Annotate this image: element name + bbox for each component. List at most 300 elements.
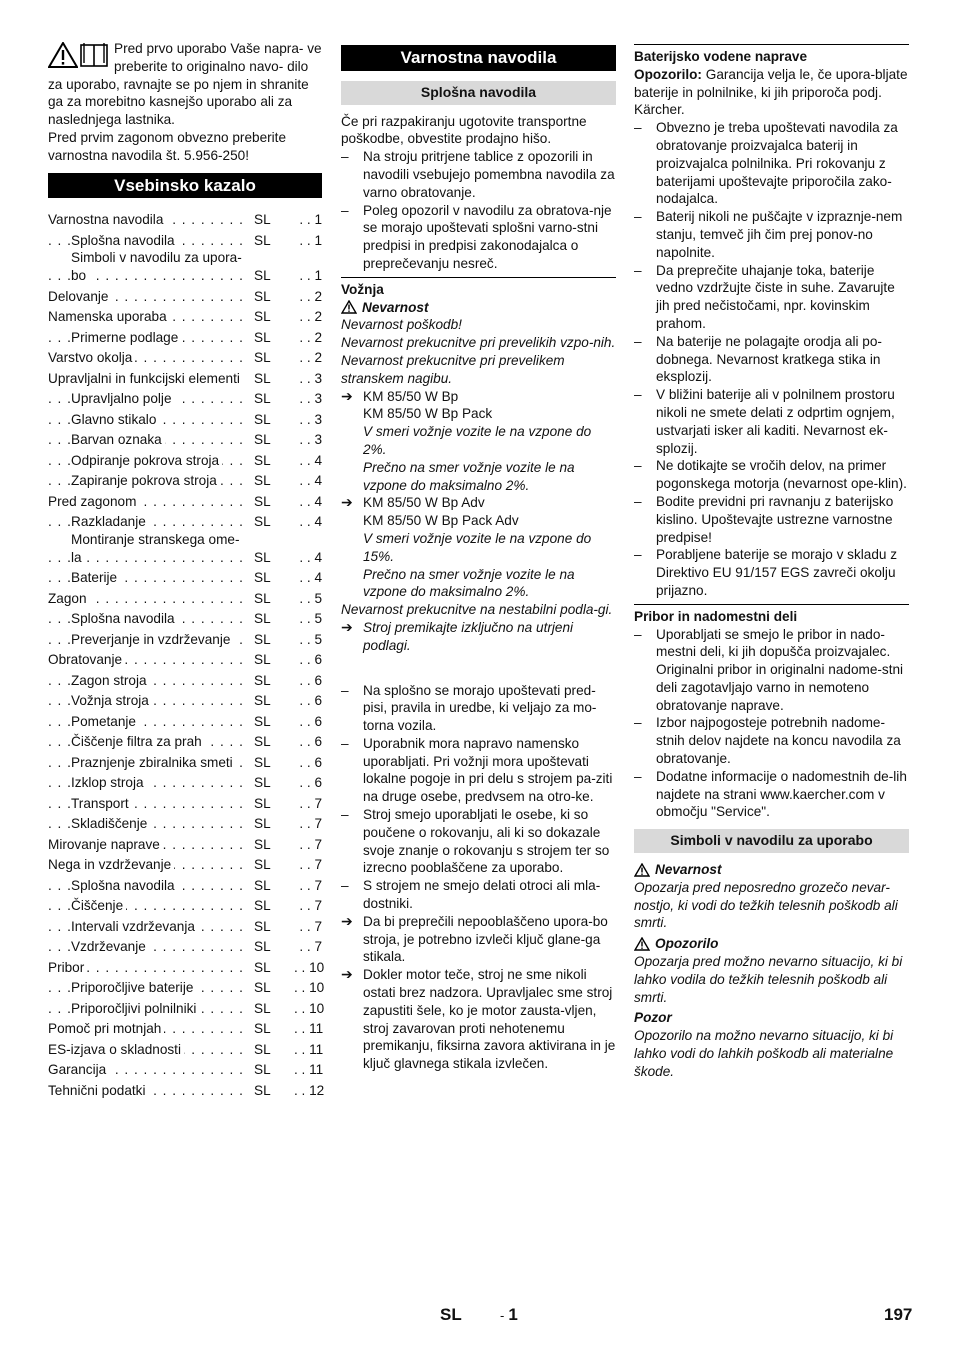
list-item-text: Na baterije ne polagajte orodja ali po-dobnega. Nevarnost kratkega stika in eksplozij. <box>656 333 882 385</box>
general-heading: Splošna navodila <box>341 81 616 105</box>
toc-entry-title <box>48 836 248 854</box>
toc-entry-language: SL <box>254 1062 271 1078</box>
toc-entry <box>48 956 325 977</box>
toc-entry-title <box>48 349 248 367</box>
dash-bullet: – <box>634 715 642 731</box>
divider <box>341 277 616 278</box>
toc-entry-text: Priporočljive baterije <box>71 980 196 995</box>
toc-entry <box>48 449 322 470</box>
toc-entry-title <box>48 815 248 833</box>
toc-entry-text: Zagon <box>48 591 90 606</box>
toc-entry-language: SL <box>254 411 271 427</box>
toc-entry-language: SL <box>254 1000 271 1016</box>
toc-entry-text: Varstvo okolja <box>48 350 135 365</box>
dash-bullet: – <box>634 333 642 349</box>
toc-entry-title <box>48 308 248 326</box>
toc-entry-title <box>48 651 248 669</box>
list-item-text: Porabljene baterije se morajo v skladu z Direktivo EU 91/157 EGS zavreči okolju prijazno. <box>656 547 898 598</box>
toc-entry-language: SL <box>254 514 271 530</box>
toc-entry-text: Priporočljivi polnilniki <box>71 1001 199 1016</box>
intro-icons <box>48 42 108 68</box>
toc-entry-title <box>48 569 248 587</box>
toc-entry-page: . . 4 <box>294 549 322 567</box>
toc-entry-text: Pomoč pri motnjah <box>48 1021 164 1036</box>
toc-entry <box>48 531 322 567</box>
toc-entry-title <box>48 713 248 731</box>
model-name: KM 85/50 W Bp Pack <box>363 406 493 422</box>
dash-bullet: – <box>634 768 642 784</box>
arrow-icon: ➔ <box>341 966 353 983</box>
toc-entry <box>48 305 322 326</box>
dash-bullet: – <box>634 387 642 403</box>
toc-entry-page: . . 6 <box>294 672 322 690</box>
toc-entry-title <box>48 692 248 710</box>
driving-danger-line: Nevarnost prekucnitve pri prevelikih vzpo-nih. <box>341 335 616 351</box>
warning-triangle-icon <box>48 42 78 68</box>
footer-page-number: 197 <box>884 1305 913 1324</box>
toc-entry <box>48 813 322 834</box>
toc-entry-page: . . 11 <box>294 1020 323 1038</box>
motor-instruction: ➔ Dokler motor teče, stroj ne sme nikoli ostati brez nadzora. Upravljalec sme stroj zapustiti šele, ko je motor zausta-vljen, stroj zavarovan proti nehotenemu premikanju, fiksirna zavora aktivirana in je ključ glavnega stikala izvlečen. <box>341 966 616 1072</box>
driving-heading: Vožnja <box>341 281 384 297</box>
toc-entry-language: SL <box>254 268 271 284</box>
toc-entry-text: Nega in vzdrževanje <box>48 857 174 872</box>
toc-entry-text: Odpiranje pokrova stroja <box>71 453 222 468</box>
list-item <box>341 148 616 201</box>
dash-bullet: – <box>341 878 349 894</box>
toc-entry-language: SL <box>254 549 271 565</box>
toc-entry-language: SL <box>254 493 271 509</box>
toc-entry-title <box>48 754 248 772</box>
toc-entry-text: Garancija <box>48 1062 109 1077</box>
list-item-text: Uporabnik mora napravo namensko uporabljati. Pri vožnji mora upoštevati lokalne pogoje in pri delu s strojem pa-ziti na druge osebe, predvsem na otro-ke. <box>363 735 613 805</box>
toc-entry-language: SL <box>254 898 271 914</box>
toc-entry <box>48 710 322 731</box>
model-limit: V smeri vožnje vozite le na vzpone do 15%. <box>363 530 592 564</box>
toc-entry-title <box>48 329 248 347</box>
list-item <box>634 262 909 333</box>
toc-entry <box>48 915 322 936</box>
toc-entry-language: SL <box>254 1021 271 1037</box>
toc-entry-page: . . 3 <box>294 390 322 408</box>
arrow-icon: ➔ <box>341 618 353 635</box>
toc-entry-title <box>48 531 248 567</box>
toc-entry-language: SL <box>254 288 271 304</box>
battery-list <box>634 119 909 600</box>
footer-language: SL <box>440 1305 462 1324</box>
key-instruction: ➔ Da bi preprečili nepooblaščeno upora-bo stroja, je potrebno izvleči ključ glane-ga stikala. <box>341 912 608 965</box>
driving-danger-label: Nevarnost <box>341 299 616 317</box>
toc-entry-page: . . 2 <box>294 329 322 347</box>
safety-heading: Varnostna navodila <box>341 45 616 71</box>
toc-entry-page: . . 1 <box>294 211 322 229</box>
toc-entry-text: Čiščenje <box>71 898 126 913</box>
toc-entry-language: SL <box>254 473 271 489</box>
toc-entry-title <box>48 288 248 306</box>
toc-entry <box>48 387 322 408</box>
dash-bullet: – <box>634 209 642 225</box>
column-right <box>634 40 909 1081</box>
list-item-text: Izbor najpogosteje potrebnih nadome-stnih delov najdete na koncu navodila za obratovanje. <box>656 715 901 767</box>
model-group-2 <box>341 494 616 601</box>
toc-entry-page: . . 5 <box>294 610 322 628</box>
toc-entry <box>48 490 322 511</box>
toc-entry-page: . . 6 <box>294 651 322 669</box>
toc-entry-language: SL <box>254 590 271 606</box>
toc-entry-title <box>48 856 248 874</box>
dash-bullet: – <box>634 626 642 642</box>
toc-entry-page: . . 4 <box>294 472 322 490</box>
toc-entry-page: . . 6 <box>294 774 322 792</box>
toc-entry-language: SL <box>254 212 271 228</box>
toc-entry-text: Intervali vzdrževanja <box>71 919 198 934</box>
toc-entry-page: . . 5 <box>294 590 322 608</box>
toc-entry-text: Baterije <box>71 570 120 585</box>
toc-entry <box>48 997 325 1018</box>
toc-entry-page: . . 7 <box>294 856 322 874</box>
toc-entry-text: Pometanje <box>71 714 139 729</box>
toc-entry-language: SL <box>254 452 271 468</box>
list-item <box>341 735 616 806</box>
toc-entry-text: Praznjenje zbiralnika smeti <box>71 755 236 770</box>
toc-entry-title <box>48 631 248 649</box>
list-item <box>634 119 909 208</box>
toc-entry-text: Transport <box>71 796 132 811</box>
symbols-caution-text: Opozorilo na možno nevarno situacijo, ki bi lahko vodi do lahkih poškodb ali materialne škode. <box>634 1028 894 1079</box>
toc-entry <box>48 1018 322 1039</box>
toc-entry-title <box>48 733 248 751</box>
list-item-text: Baterij nikoli ne puščajte v izpraznje-nem stanju, temveč jih čim prej ponov-no napolnite. <box>656 209 903 260</box>
toc-entry-title <box>48 610 248 628</box>
toc-entry-language: SL <box>254 816 271 832</box>
driving-danger-lines <box>341 316 616 387</box>
toc-entry-page: . . 10 <box>294 1000 324 1018</box>
toc-entry <box>48 649 322 670</box>
accessories-list <box>634 626 909 822</box>
toc-entry-language: SL <box>254 713 271 729</box>
toc-entry <box>48 833 322 854</box>
toc-entry <box>48 731 322 752</box>
dash-bullet: – <box>341 682 349 698</box>
toc-entry-title <box>48 795 248 813</box>
toc-entry-text: Splošna navodila <box>71 878 178 893</box>
toc-entry-language: SL <box>254 370 271 386</box>
toc-entry-page: . . 7 <box>294 815 322 833</box>
toc-entry-text: Izklop stroja <box>71 775 147 790</box>
toc-entry-page: . . 2 <box>294 308 322 326</box>
toc-entry-text: Razkladanje <box>71 514 149 529</box>
toc-entry-page: . . 3 <box>294 431 322 449</box>
toc-entry-text: Barvan oznaka <box>71 432 165 447</box>
toc-entry-text: Mirovanje naprave <box>48 837 163 852</box>
manual-book-icon <box>80 42 108 68</box>
toc-entry-title <box>48 672 248 690</box>
toc-entry-text: Zapiranje pokrova stroja <box>71 473 220 488</box>
toc-entry-page: . . 7 <box>294 897 322 915</box>
toc-entry-text: Splošna navodila <box>71 611 178 626</box>
dash-bullet: – <box>634 120 642 136</box>
list-item-text: S strojem ne smejo delati otroci ali mla-dostniki. <box>363 878 601 912</box>
list-item <box>634 208 909 261</box>
divider <box>634 44 909 45</box>
driving-danger-line: Nevarnost poškodb! <box>341 317 462 333</box>
toc-entry-title <box>48 390 248 408</box>
list-item-text: Bodite previdni pri ravnanju z baterijsko kislino. Upoštevajte ustrezne varnostne predpise! <box>656 493 894 545</box>
unstable-ground-warning: Nevarnost prekucnitve na nestabilni podla-gi. <box>341 602 613 618</box>
toc-entry <box>48 608 322 629</box>
toc-entry <box>48 936 322 957</box>
toc-entry-title <box>48 513 248 531</box>
list-item <box>341 682 616 735</box>
list-item <box>634 546 909 599</box>
toc-entry-title <box>48 1061 248 1079</box>
toc-entry-title <box>48 1041 248 1059</box>
dash-bullet: – <box>634 262 642 278</box>
toc-entry <box>48 874 322 895</box>
toc-entry-language: SL <box>254 672 271 688</box>
toc-entry <box>48 408 322 429</box>
toc-entry-language: SL <box>254 1041 271 1057</box>
toc-entry-title <box>48 938 248 956</box>
table-of-contents <box>48 208 325 1099</box>
toc-entry <box>48 792 322 813</box>
toc-entry-title <box>48 493 248 511</box>
toc-heading: Vsebinsko kazalo <box>48 173 322 199</box>
symbols-caution-label: Pozor <box>634 1010 672 1026</box>
dash-bullet: – <box>634 458 642 474</box>
toc-entry <box>48 895 322 916</box>
dash-bullet: – <box>341 202 349 218</box>
warning-triangle-icon <box>634 937 650 951</box>
toc-entry-title <box>48 431 248 449</box>
symbols-warning-label: Opozorilo <box>634 935 909 953</box>
toc-entry-language: SL <box>254 391 271 407</box>
toc-entry-text: Vzdrževanje <box>71 939 149 954</box>
column-left <box>48 40 325 1100</box>
toc-entry-title <box>48 979 248 997</box>
model-limit: Prečno na smer vožnje vozite le na vzpone do maksimalno 2%. <box>363 566 575 600</box>
toc-entry-title <box>48 452 248 470</box>
toc-entry-title <box>48 590 248 608</box>
list-item-text: Uporabljati se smejo le pribor in nado-mestni deli, ki jih dopušča proizvajalec. Originalni pribor in originalni nadome-stni deli zagotavljajo varno in nemoteno obratovanje naprave. <box>656 626 904 713</box>
toc-entry-text: Varnostna navodila <box>48 212 166 227</box>
toc-entry-text: Upravljalni in funkcijski elementi <box>48 371 243 386</box>
toc-entry <box>48 977 325 998</box>
symbols-danger-label: Nevarnost <box>634 861 909 879</box>
dash-bullet: – <box>634 493 642 509</box>
toc-entry-page: . . 12 <box>294 1082 324 1100</box>
list-item <box>341 877 616 913</box>
toc-entry-text: Namenska uporaba <box>48 309 170 324</box>
toc-entry-page: . . 4 <box>294 569 322 587</box>
toc-entry-language: SL <box>254 652 271 668</box>
toc-entry-title <box>48 1020 248 1038</box>
toc-entry-language: SL <box>254 918 271 934</box>
list-item-text: Ne dotikajte se vročih delov, na primer pogonskega motorja (nevarnost ope-klin). <box>656 458 907 492</box>
toc-entry-text: Tehnični podatki <box>48 1083 149 1098</box>
model-limit: Prečno na smer vožnje vozite le na vzpone do maksimalno 2%. <box>363 459 575 493</box>
dash-bullet: – <box>634 547 642 563</box>
toc-entry-page: . . 7 <box>294 938 322 956</box>
list-item-text: Na stroju pritrjene tablice z opozorili in navodili vsebujejo pomembna navodila za varno obratovanje. <box>363 149 615 200</box>
list-item <box>634 386 909 457</box>
toc-entry-page: . . 10 <box>294 979 324 997</box>
toc-entry <box>48 669 322 690</box>
model-name: KM 85/50 W Bp <box>363 388 459 404</box>
toc-entry-language: SL <box>254 980 271 996</box>
toc-entry <box>48 751 322 772</box>
intro-notice <box>48 40 322 165</box>
toc-entry-text: Glavno stikalo <box>71 412 159 427</box>
symbols-heading: Simboli v navodilu za uporabo <box>634 829 909 853</box>
list-item <box>634 714 909 767</box>
toc-entry-text: Obratovanje <box>48 652 125 667</box>
toc-entry-text: Upravljalno polje <box>71 391 175 406</box>
toc-entry-language: SL <box>254 959 271 975</box>
toc-entry <box>48 326 322 347</box>
dash-bullet: – <box>341 149 349 165</box>
toc-entry <box>48 249 322 285</box>
arrow-icon: ➔ <box>341 387 353 404</box>
toc-entry-page: . . 11 <box>294 1041 323 1059</box>
toc-entry-language: SL <box>254 432 271 448</box>
toc-entry-title <box>48 232 248 250</box>
toc-entry-text: ES-izjava o skladnosti <box>48 1042 184 1057</box>
toc-entry-title <box>48 959 248 977</box>
toc-entry-page: . . 4 <box>294 452 322 470</box>
toc-entry <box>48 772 322 793</box>
toc-entry-language: SL <box>254 795 271 811</box>
toc-entry-text: Pred zagonom <box>48 494 139 509</box>
symbols-danger-text: Opozarja pred neposredno grozečo nevar-nostjo, ki vodi do težkih telesnih poškodb ali smrti. <box>634 879 898 931</box>
toc-entry-text: Splošna navodila <box>71 233 178 248</box>
toc-entry-language: SL <box>254 232 271 248</box>
arrow-icon: ➔ <box>341 912 353 929</box>
model-limit: V smeri vožnje vozite le na vzpone do 2%. <box>363 424 592 457</box>
symbols-warning-text: Opozarja pred možno nevarno situacijo, ki bi lahko vodila do težkih telesnih poškodb ali smrti. <box>634 954 903 1005</box>
list-item-text: Dodatne informacije o nadomestnih de-lih najdete na strani www.kaercher.com v območju "Service". <box>656 768 907 820</box>
battery-warning: Opozorilo: Garancija velja le, če upora-bljate baterije in polnilnike, ki jih priporoča podj. Kärcher. <box>634 66 908 118</box>
toc-entry-language: SL <box>254 1082 271 1098</box>
list-item-text: V bližini baterije ali v polnilnem prostoru nikoli ne smete delati z odprtim ognjem, ustvarjati isker ali kaditi. Nevarnost ek-splozij. <box>656 387 895 456</box>
toc-entry <box>48 346 322 367</box>
intro-safety-note: Pred prvim zagonom obvezno preberite varnostna navodila št. 5.956-250! <box>48 129 287 163</box>
danger-triangle-icon <box>341 300 357 314</box>
toc-entry-title <box>48 472 248 490</box>
toc-entry-page: . . 4 <box>294 513 322 531</box>
toc-entry <box>48 1038 322 1059</box>
toc-entry-text: Simboli v navodilu za upora-bo <box>71 250 242 284</box>
toc-entry-text: Delovanje <box>48 289 111 304</box>
toc-entry-language: SL <box>254 836 271 852</box>
toc-entry-page: . . 6 <box>294 692 322 710</box>
intro-text: Pred prvo uporabo Vaše napra- ve preberite to originalno navo- dilo za uporabo, ravnajte se po njem in shranite ga za morebitno kasnejšo uporabo ali za naslednjega lastnika. <box>48 41 322 128</box>
toc-entry-page: . . 3 <box>294 370 322 388</box>
toc-entry-title <box>48 249 248 285</box>
toc-entry-page: . . 2 <box>294 349 322 367</box>
danger-triangle-icon <box>634 863 650 877</box>
list-item <box>634 493 909 546</box>
toc-entry-page: . . 5 <box>294 631 322 649</box>
toc-entry-page: . . 1 <box>294 232 322 250</box>
toc-entry-title <box>48 411 248 429</box>
toc-entry-title <box>48 370 248 388</box>
toc-entry-page: . . 6 <box>294 733 322 751</box>
toc-entry-language: SL <box>254 754 271 770</box>
toc-entry-language: SL <box>254 877 271 893</box>
toc-entry-language: SL <box>254 734 271 750</box>
toc-entry-page: . . 10 <box>294 959 324 977</box>
footer-section-page: - 1 <box>500 1305 518 1324</box>
arrow-icon: ➔ <box>341 494 353 511</box>
toc-entry-page: . . 6 <box>294 754 322 772</box>
driving-danger-line: Nevarnost prekucnitve pri prevelikem stranskem nagibu. <box>341 352 565 386</box>
toc-entry-page: . . 7 <box>294 795 322 813</box>
solid-ground-instruction: ➔ Stroj premikajte izključno na utrjeni podlagi. <box>341 618 574 653</box>
list-item <box>634 457 909 493</box>
toc-entry <box>48 587 322 608</box>
toc-entry <box>48 690 322 711</box>
toc-entry-page: . . 6 <box>294 713 322 731</box>
toc-entry-language: SL <box>254 611 271 627</box>
list-item <box>634 333 909 386</box>
toc-entry-page: . . 3 <box>294 411 322 429</box>
list-item-text: Obvezno je treba upoštevati navodila za obratovanje proizvajalca baterij in proizvajalca polnilnika. Pri rokovanju z baterijami upoštevajte priporočila zako-nodajalca. <box>656 120 898 207</box>
toc-entry-title <box>48 897 248 915</box>
dash-bullet: – <box>341 807 349 823</box>
list-item <box>634 626 909 715</box>
toc-entry-page: . . 7 <box>294 918 322 936</box>
toc-entry-title <box>48 774 248 792</box>
toc-entry <box>48 208 322 229</box>
toc-entry-text: Preverjanje in vzdrževanje <box>71 632 233 647</box>
list-item <box>341 202 616 273</box>
toc-entry-language: SL <box>254 693 271 709</box>
battery-heading: Baterijsko vodene naprave <box>634 49 808 64</box>
toc-entry-text: Čiščenje filtra za prah <box>71 734 205 749</box>
column-middle <box>341 40 616 1073</box>
toc-entry-language: SL <box>254 631 271 647</box>
toc-entry <box>48 1079 325 1100</box>
model-group-1 <box>341 388 616 495</box>
general-list <box>341 148 616 273</box>
toc-entry-page: . . 7 <box>294 877 322 895</box>
rules-list <box>341 682 616 913</box>
toc-entry-language: SL <box>254 939 271 955</box>
toc-entry-text: Vožnja stroja <box>71 693 152 708</box>
toc-entry-language: SL <box>254 857 271 873</box>
toc-entry <box>48 428 322 449</box>
toc-entry-title <box>48 877 248 895</box>
toc-entry <box>48 367 322 388</box>
toc-entry-text: Primerne podlage <box>71 330 181 345</box>
toc-entry <box>48 567 322 588</box>
list-item-text: Da preprečite uhajanje toka, baterije vedno vzdržujte čiste in suhe. Zavarujte jih pred nečistočami, npr. kovinskim prahom. <box>656 262 895 331</box>
toc-entry-page: . . 11 <box>294 1061 323 1079</box>
model-name: KM 85/50 W Bp Adv <box>363 495 485 511</box>
toc-entry <box>48 628 322 649</box>
page-footer <box>0 1306 954 1330</box>
list-item <box>634 768 909 821</box>
toc-entry-text: Montiranje stranskega ome-la <box>71 531 240 565</box>
toc-entry-text: Pribor <box>48 960 87 975</box>
toc-entry-title <box>48 211 248 229</box>
toc-entry-title <box>48 918 248 936</box>
toc-entry-title <box>48 1082 248 1100</box>
toc-entry-text: Zagon stroja <box>71 673 150 688</box>
toc-entry-page: . . 4 <box>294 493 322 511</box>
model-name: KM 85/50 W Bp Pack Adv <box>363 513 519 529</box>
